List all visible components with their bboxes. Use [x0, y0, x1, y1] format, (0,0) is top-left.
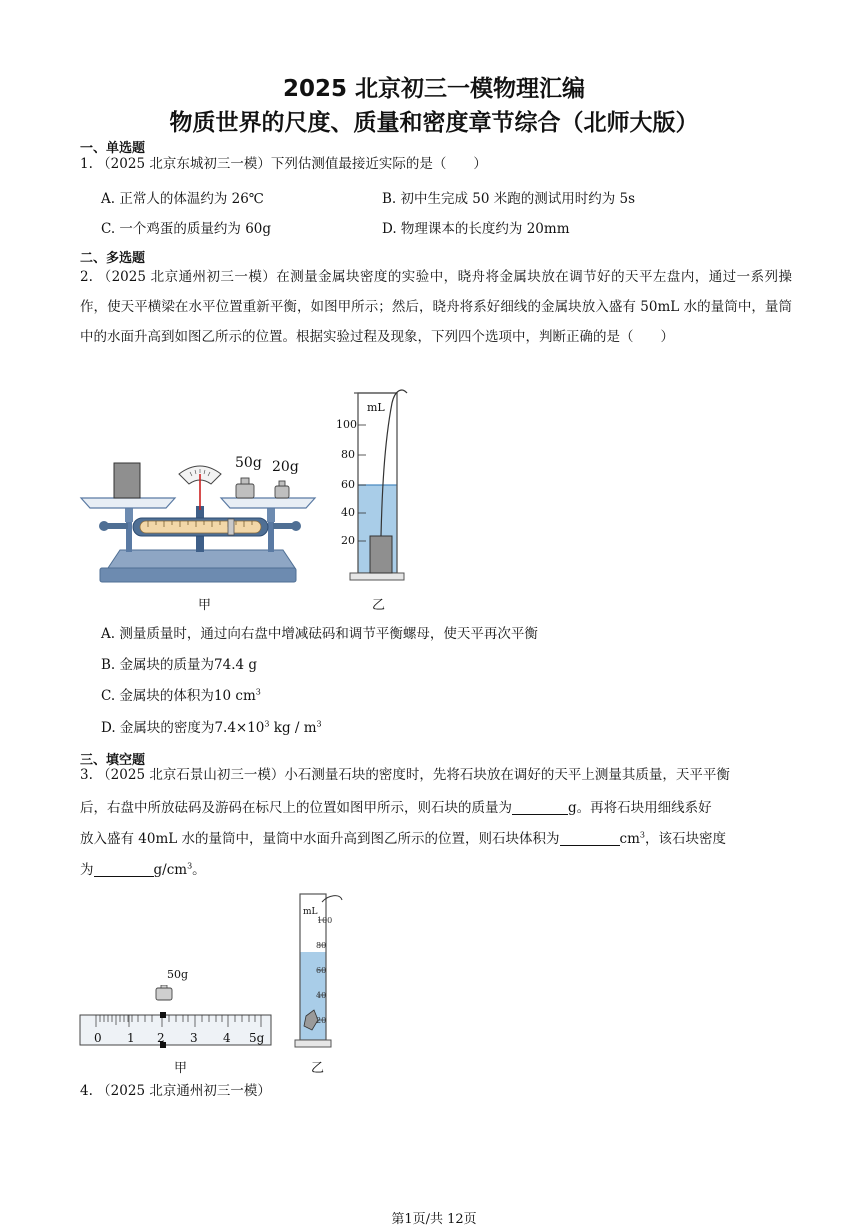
answer-blank-mass[interactable]: [512, 800, 568, 815]
question-2-option-d: D. 金属块的密度为$7.4\times 10^3$ kg / $m^3$: [101, 719, 322, 736]
cylinder3-tick-80: 80: [316, 941, 327, 950]
page-title-line1: 2025 北京初三一模物理汇编: [282, 76, 586, 102]
cylinder3-tick-20: 20: [316, 1016, 327, 1025]
cylinder3-tick-60: 60: [316, 966, 327, 975]
section-heading-single-choice: 一、单选题: [80, 141, 146, 156]
cylinder-tick-20: 20: [341, 534, 355, 547]
question-1-option-b: B. 初中生完成 50 米跑的测试用时约为 5s: [382, 191, 636, 207]
cylinder-unit: mL: [367, 401, 385, 414]
figure-label-jia: 甲: [198, 598, 212, 613]
weight-label-50g-fig3: 50g: [167, 968, 189, 981]
question-3-line4: 为 $g/cm^3$。: [80, 861, 206, 878]
question-2-option-a: A. 测量质量时，通过向右盘中增减砝码和调节平衡螺母，使天平再次平衡: [101, 626, 538, 642]
beam-scale: [140, 521, 261, 533]
figure-label-jia-3: 甲: [174, 1061, 188, 1076]
question-2-stem: 2. （2025 北京通州初三一模）在测量金属块密度的实验中，晓舟将金属块放在调节好的天平左盘内，通过一系列操作，使天平横梁在水平位置重新平衡，如图甲所示；然后，晓舟将系好细线的金属块放入盛有 50mL 水的量筒中，量筒中的水面升高到如图乙所示的位置。根据实验过程及现象，下列四个选项中，判断正确的是（ ）: [80, 269, 792, 345]
scale-number-1: 1: [127, 1031, 135, 1045]
question-1-option-d: D. 物理课本的长度约为 20mm: [382, 221, 570, 237]
question-3-line1: 3. （2025 北京石景山初三一模）小石测量石块的密度时，先将石块放在调好的天平上测量其质量，天平平衡: [80, 767, 730, 783]
weight-50g-small: [156, 988, 172, 1000]
question-2-option-b: B. 金属块的质量为74.4 g: [101, 657, 258, 673]
question-1-option-a: A. 正常人的体温约为 26℃: [101, 191, 264, 207]
thread-3: [322, 896, 342, 902]
weight-20g: [275, 486, 289, 498]
scale-number-0: 0: [94, 1031, 102, 1045]
question-1-stem: 1. （2025 北京东城初三一模）下列估测值最接近实际的是（ ）: [80, 156, 487, 172]
question-1-option-c: C. 一个鸡蛋的质量约为 60g: [101, 221, 272, 237]
weight-label-50g: 50g: [235, 455, 262, 471]
cylinder3-tick-40: 40: [316, 991, 327, 1000]
section-heading-fill-in: 三、填空题: [80, 753, 146, 768]
scale-number-5g: 5g: [249, 1031, 265, 1045]
left-pan: [81, 498, 175, 508]
weight-50g: [236, 484, 254, 498]
right-pan: [221, 498, 315, 508]
cylinder-tick-40: 40: [341, 506, 355, 519]
answer-blank-volume[interactable]: [560, 831, 620, 846]
rider: [228, 519, 234, 535]
rider-top: [160, 1012, 166, 1018]
balance-base: [100, 568, 296, 582]
answer-blank-density[interactable]: [94, 862, 154, 877]
page-footer: 第1页/共 12页: [391, 1212, 477, 1227]
cylinder3-tick-100: 100: [317, 916, 333, 925]
scale-ruler: [80, 1015, 271, 1045]
cylinder-tick-60: 60: [341, 478, 355, 491]
figure-label-yi: 乙: [372, 598, 386, 613]
question-3-line3: 放入盛有 40mL 水的量筒中，量筒中水面升高到图乙所示的位置，则石块体积为 $cm^3$，该石块密度: [80, 830, 726, 847]
cylinder-tick-80: 80: [341, 448, 355, 461]
page-title-line2: 物质世界的尺度、质量和密度章节综合（北师大版）: [169, 110, 699, 136]
section-heading-multi-choice: 二、多选题: [80, 251, 146, 266]
rider-scale-figure: [78, 985, 274, 1050]
scale-number-4: 4: [223, 1031, 231, 1045]
question-3-line2: 后，右盘中所放砝码及游码在标尺上的位置如图甲所示，则石块的质量为 g。再将石块用细线系好: [80, 800, 712, 816]
cylinder-unit-3: mL: [303, 907, 318, 917]
scale-number-3: 3: [190, 1031, 198, 1045]
figure-label-yi-3: 乙: [311, 1061, 325, 1076]
weight-label-20g: 20g: [272, 459, 299, 475]
metal-block-in-water: [370, 536, 392, 573]
question-4-stem: 4. （2025 北京通州初三一模）: [80, 1083, 271, 1099]
cylinder-tick-100: 100: [336, 418, 357, 431]
scale-number-2: 2: [157, 1031, 165, 1045]
question-2-option-c: C. 金属块的体积为10 $cm^3$: [101, 687, 261, 704]
metal-block: [114, 463, 140, 498]
